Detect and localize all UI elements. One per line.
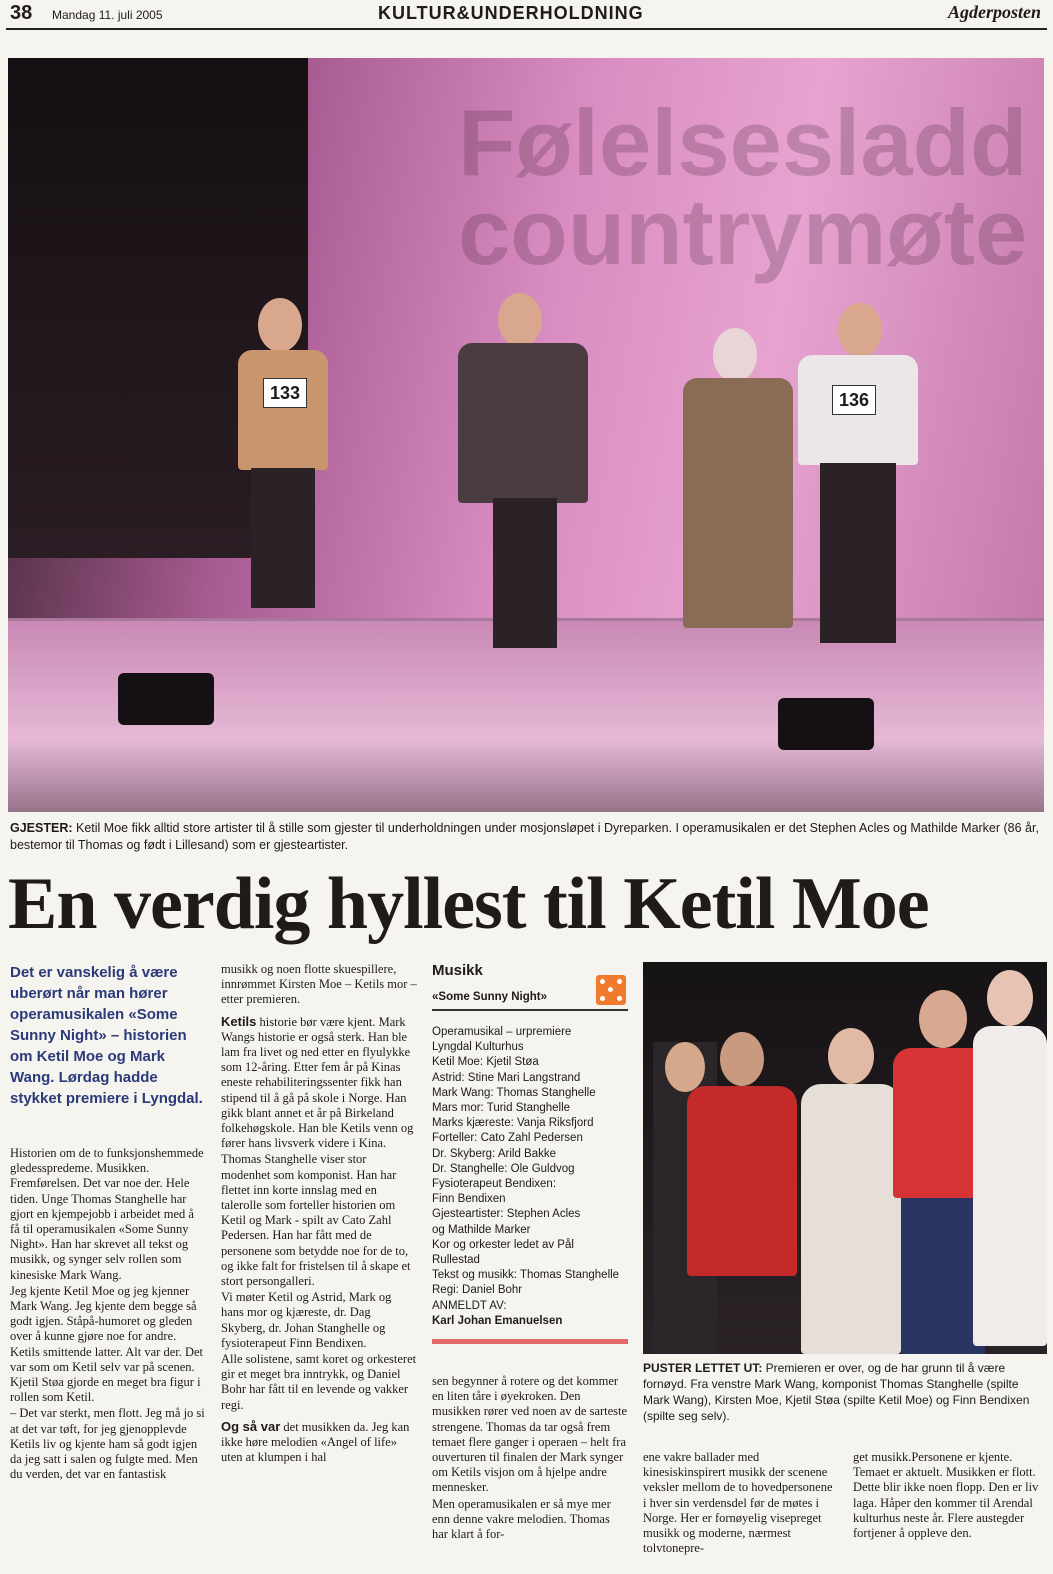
col4-paragraph-1: ene vakre ballader med kinesiskinspirert musikk der scenene veksler mellom de to hovedpersonene i hver sin verdensdel før de møtes i Norge. Her er fornøyelig visepreget musikk og moderne, nærmest tolvtonepre- (643, 1450, 833, 1556)
premiere-group-photo (643, 962, 1047, 1354)
side-photo-caption (643, 1360, 1047, 1424)
photo-wall-lettering: Følelsesladd countrymøte (458, 90, 1028, 285)
newspaper-name: Agderposten (947, 2, 1041, 22)
dice-rating-icon (596, 975, 626, 1005)
col2-lead-in-1: Ketils (221, 1013, 257, 1029)
col2-paragraph-4: Vi møter Ketil og Astrid, Mark og hans mor og kjæreste, dr. Dag Skyberg, dr. Johan Stanghelle og fysioterapeut Finn Bendixen. (221, 1290, 392, 1350)
page-number: 38 (10, 2, 33, 24)
col1-paragraph-3: – Det var sterkt, men flott. Jeg må jo si at det var tøft, for jeg gjenopplevde Ketils liv og kjente ham så godt igjen da jeg satt i salen og fulgte med. Men du verden, det var en fantastisk (10, 1406, 205, 1482)
factbox-credit-line: ANMELDT AV: (432, 1299, 507, 1312)
col2-paragraph-1: musikk og noen flotte skuespillere, innrømmet Kirsten Moe – Ketils mor – etter premieren. (221, 962, 417, 1007)
factbox-credit-line: Gjesteartister: Stephen Acles (432, 1208, 581, 1221)
stage-photo (8, 58, 1044, 812)
article-lead: Det er vanskelig å være uberørt når man hører operamusikalen «Some Sunny Night» – historien om Ketil Moe og Mark Wang. Lørdag hadde stykket premiere i Lyngdal. (10, 964, 203, 1107)
side-caption-text: Premieren er over, og de har grunn til å være fornøyd. Fra venstre Mark Wang, komponist Thomas Stanghelle (spilte Mark Wang), Kirsten Moe, Kjetil Støa (spilte Ketil Moe) og Finn Bendixen (spilte seg selv). (643, 1361, 1030, 1423)
column-5 (853, 1450, 1047, 1541)
factbox-credit-line: Ketil Moe: Kjetil Støa (432, 1056, 539, 1069)
factbox-divider (432, 1339, 628, 1344)
factbox-credit-line: Mars mor: Turid Stanghelle (432, 1102, 571, 1115)
bib-133: 133 (263, 378, 307, 408)
factbox-credit-line: Tekst og musikk: Thomas Stanghelle (432, 1269, 620, 1282)
factbox-credit-line: Astrid: Stine Mari Langstrand (432, 1071, 581, 1084)
column-4 (643, 1450, 839, 1556)
factbox-credit-line: Finn Bendixen (432, 1193, 506, 1206)
factbox-credit-line: Dr. Skyberg: Arild Bakke (432, 1147, 556, 1160)
person-finn-bendixen (973, 970, 1047, 1354)
factbox-credit-line: og Mathilde Marker (432, 1223, 531, 1236)
page-header (6, 0, 1047, 30)
col3-paragraph-1: sen begynner å rotere og det kommer en liten tåre i øyekroken. Den musikken rører ved noen av de sarteste strengene. Thomas da tar også frem temaet flere ganger i operaen – helt fra ouverturen til finalen der Mark synger om Ketils visjon om å hjelpe andre mennesker. (432, 1374, 628, 1495)
photo-caption (10, 820, 1046, 854)
factbox-credits (432, 1025, 628, 1314)
side-caption-label: PUSTER LETTET UT: (643, 1361, 763, 1375)
col3-paragraph-2: Men operamusikalen er så mye mer enn denne vakre melodien. Thomas har klart å for- (432, 1496, 611, 1542)
col2-paragraph-2: historie bør være kjent. Mark Wangs historie er også sterk. Han ble lam fra livet og ned etter en flyulykke som 12-åring. Etter fem år på Kinas eneste rehabiliteringssenter fikk han stipend til å gå på skole i Norge. Han gikk blant annet et år på Birkeland folkehøgskole. Han ble Ketils venn og fører hans livsverk videre i Kina. (221, 1014, 414, 1151)
col5-paragraph-1: get musikk.Personene er kjente. Temaet er aktuelt. Musikken er flott. Dette blir ikke noen flopp. Den er liv laga. Håper den kommer til Arendal kulturhus neste år. Flere austegder fortjener å oppleve den. (853, 1450, 1039, 1541)
column-2 (221, 962, 417, 1466)
article-headline: En verdig hyllest til Ketil Moe (8, 863, 929, 945)
factbox-credit-line: Mark Wang: Thomas Stanghelle (432, 1086, 596, 1099)
issue-date: Mandag 11. juli 2005 (52, 8, 163, 22)
factbox-credit-line: Fysioterapeut Bendixen: (432, 1178, 557, 1191)
factbox-credit-line: Rullestad (432, 1254, 480, 1267)
factbox-credit-line: Forteller: Cato Zahl Pedersen (432, 1132, 583, 1145)
factbox-credit-line: Marks kjæreste: Vanja Riksfjord (432, 1117, 594, 1130)
factbox-credit-line: Regi: Daniel Bohr (432, 1284, 523, 1297)
stage-speaker-left (118, 673, 214, 725)
reviewer-name: Karl Johan Emanuelsen (432, 1314, 563, 1327)
col2-paragraph-5: Alle solistene, samt koret og orkesteret gir et meget bra inntrykk, og Daniel Bohr har fått til en levende og vakker regi. (221, 1352, 417, 1412)
section-title: KULTUR&UNDERHOLDNING (378, 3, 644, 23)
review-factbox (432, 962, 628, 1344)
factbox-title: Musikk (432, 962, 483, 979)
caption-text: Ketil Moe fikk alltid store artister til å stille som gjester til underholdningen under mosjonsløpet i Dyreparken. I operamusikalen er det Stephen Acles og Mathilde Marker (86 år, bestemor til Thomas og født i Lillesand) som er gjesteartister. (10, 821, 1039, 852)
factbox-credit-line: Dr. Stanghelle: Ole Guldvog (432, 1162, 575, 1175)
caption-label: GJESTER: (10, 821, 73, 835)
col2-paragraph-3: Thomas Stanghelle viser stor modenhet som komponist. Han har flettet inn korte innslag med en talerolle som forteller historien om Ketil og Mark - spilt av Cato Zahl Pedersen. Han har fått med de personene som betydde noe for de to, og ikke falt for fristelsen til å skape et stort persongalleri. (221, 1152, 411, 1289)
col2-lead-in-2: Og så var (221, 1418, 281, 1434)
stage-speaker-right (778, 698, 874, 750)
col2-paragraph-6: det musikken da. Jeg kan ikke høre melodien «Angel of life» uten at klumpen i hal (221, 1419, 410, 1465)
person-thomas-stanghelle (687, 1032, 797, 1354)
bib-136: 136 (832, 385, 876, 415)
factbox-credit-line: Lyngdal Kulturhus (432, 1041, 524, 1054)
column-3 (432, 1374, 628, 1542)
factbox-credit-line: Kor og orkester ledet av Pål (432, 1238, 574, 1251)
col1-paragraph-2: Jeg kjente Ketil Moe og jeg kjenner Mark Wang. Jeg kjente dem begge så godt igjen. Ståpå-humoret og gleden over å kunne gjøre noe for andre. Ketils smittende latter. Alt var der. Det var som om Ketil selv var på scenen. Kjetil Støa gjorde en meget bra figur i rollen som Ketil. (10, 1283, 204, 1405)
factbox-credit-line: Operamusikal – urpremiere (432, 1026, 572, 1038)
factbox-subtitle: «Some Sunny Night» (432, 991, 628, 1011)
person-kirsten-moe (801, 1028, 901, 1354)
col1-paragraph-1: Historien om de to funksjonshemmede gledesspredeme. Musikken. Fremførelsen. Det var noe der. Hele tiden. Unge Thomas Stanghelle har gjort en kjempejobb i arbeidet med å få til operamusikalen «Some Sunny Night». Han har skrevet all tekst og musikk, og synger selv rollen som kinesiske Mark Wang. (10, 1146, 204, 1282)
column-1 (10, 1146, 206, 1482)
